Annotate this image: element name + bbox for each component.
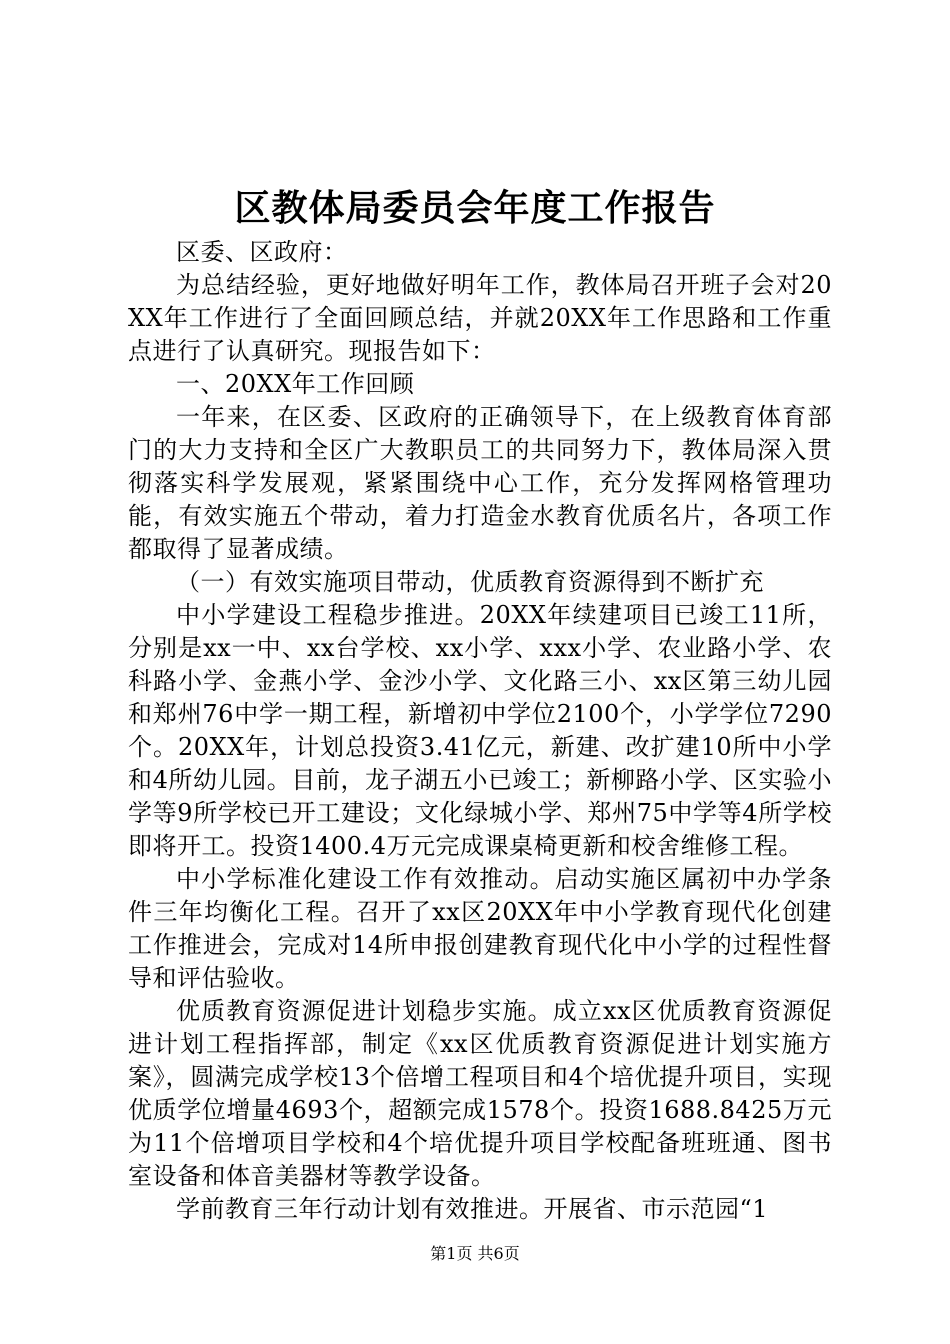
- paragraph-construction: 中小学建设工程稳步推进。20XX年续建项目已竣工11所，分别是xx一中、xx台学校、xx小学、xxx小学、农业路小学、农科路小学、金燕小学、金沙小学、文化路三小、xx区第三幼儿园和郑州76中学一期工程，新增初中学位2100个，小学学位7290个。20XX年，计划总投资3.41亿元，新建、改扩建10所中小学和4所幼儿园。目前，龙子湖五小已竣工；新柳路小学、区实验小学等9所学校已开工建设；文化绿城小学、郑州75中学等4所学校即将开工。投资1400.4万元完成课桌椅更新和校舍维修工程。: [128, 601, 832, 860]
- document-body: [128, 236, 832, 1226]
- page-indicator: 第1页 共6页: [430, 1244, 520, 1263]
- paragraph-standardization: 中小学标准化建设工作有效推动。启动实施区属初中办学条件三年均衡化工程。召开了xx区20XX年中小学教育现代化创建工作推进会，完成对14所申报创建教育现代化中小学的过程性督导和评估验收。: [128, 865, 832, 992]
- paragraph-overview: 一年来，在区委、区政府的正确领导下，在上级教育体育部门的大力支持和全区广大教职员工的共同努力下，教体局深入贯彻落实科学发展观，紧紧围绕中心工作，充分发挥网格管理功能，有效实施五个带动，着力打造金水教育优质名片，各项工作都取得了显著成绩。: [128, 403, 832, 563]
- section-heading: 一、20XX年工作回顾: [176, 370, 415, 398]
- document-title: 区教体局委员会年度工作报告: [234, 187, 716, 229]
- subsection-heading: （一）有效实施项目带动，优质教育资源得到不断扩充: [176, 568, 764, 596]
- paragraph-intro: 为总结经验，更好地做好明年工作，教体局召开班子会对20XX年工作进行了全面回顾总结，并就20XX年工作思路和工作重点进行了认真研究。现报告如下：: [128, 271, 832, 365]
- paragraph-preschool: 学前教育三年行动计划有效推进。开展省、市示范园“1: [176, 1195, 769, 1223]
- paragraph-resources: 优质教育资源促进计划稳步实施。成立xx区优质教育资源促进计划工程指挥部，制定《xx区优质教育资源促进计划实施方案》，圆满完成学校13个倍增工程项目和4个培优提升项目，实现优质学位增量4693个，超额完成1578个。投资1688.8425万元为11个倍增项目学校和4个培优提升项目学校配备班班通、图书室设备和体音美器材等教学设备。: [128, 997, 832, 1190]
- salutation: 区委、区政府：: [176, 238, 348, 266]
